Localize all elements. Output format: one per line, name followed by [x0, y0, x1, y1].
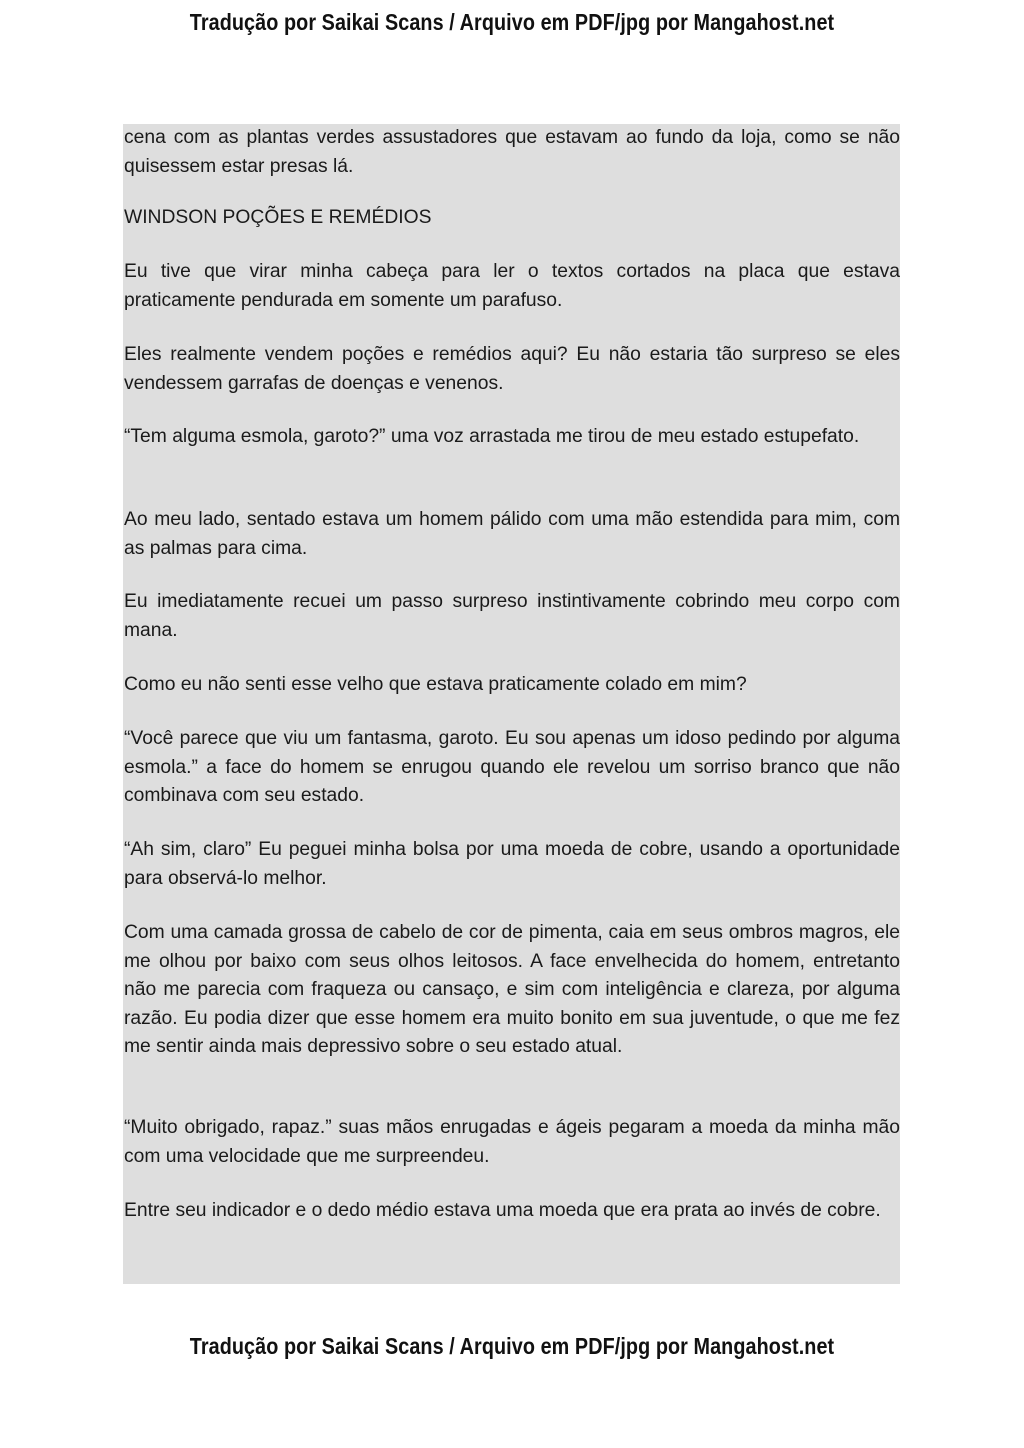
- paragraph: cena com as plantas verdes assustadores que estavam ao fundo da loja, como se não quisessem estar presas lá.: [124, 127, 900, 177]
- page-footer-credit: Tradução por Saikai Scans / Arquivo em PDF/jpg por Mangahost.net: [189, 1333, 835, 1359]
- paragraph: Eu tive que virar minha cabeça para ler o textos cortados na placa que estava praticamente pendurada em somente um parafuso.: [124, 261, 900, 311]
- paragraph: Entre seu indicador e o dedo médio estava uma moeda que era prata ao invés de cobre.: [124, 1200, 881, 1221]
- paragraph: Com uma camada grossa de cabelo de cor de pimenta, caia em seus ombros magros, ele me olhou por baixo com seus olhos leitosos. A face envelhecida do homem, entretanto não me parecia com fraqueza ou cansaço, e sim com inteligência e clareza, por alguma razão. Eu podia dizer que esse homem era muito bonito em sua juventude, o que me fez me sentir ainda mais depressivo sobre o seu estado atual.: [124, 922, 900, 1058]
- paragraph: “Tem alguma esmola, garoto?” uma voz arrastada me tirou de meu estado estupefato.: [124, 426, 860, 447]
- section-heading: WINDSON POÇÕES E REMÉDIOS: [124, 207, 432, 228]
- text-block: [123, 124, 900, 1284]
- paragraph: Como eu não senti esse velho que estava praticamente colado em mim?: [124, 674, 747, 695]
- paragraph: Eles realmente vendem poções e remédios aqui? Eu não estaria tão surpreso se eles vendessem garrafas de doenças e venenos.: [124, 344, 900, 394]
- paragraph: “Ah sim, claro” Eu peguei minha bolsa por uma moeda de cobre, usando a oportunidade para observá-lo melhor.: [124, 839, 900, 889]
- page-header-credit: Tradução por Saikai Scans / Arquivo em PDF/jpg por Mangahost.net: [189, 9, 835, 35]
- paragraph: “Você parece que viu um fantasma, garoto. Eu sou apenas um idoso pedindo por alguma esmola.” a face do homem se enrugou quando ele revelou um sorriso branco que não combinava com seu estado.: [124, 728, 900, 807]
- paragraph: Ao meu lado, sentado estava um homem pálido com uma mão estendida para mim, com as palmas para cima.: [124, 509, 900, 559]
- paragraph: “Muito obrigado, rapaz.” suas mãos enrugadas e ágeis pegaram a moeda da minha mão com uma velocidade que me surpreendeu.: [124, 1117, 900, 1167]
- paragraph: Eu imediatamente recuei um passo surpreso instintivamente cobrindo meu corpo com mana.: [124, 591, 900, 641]
